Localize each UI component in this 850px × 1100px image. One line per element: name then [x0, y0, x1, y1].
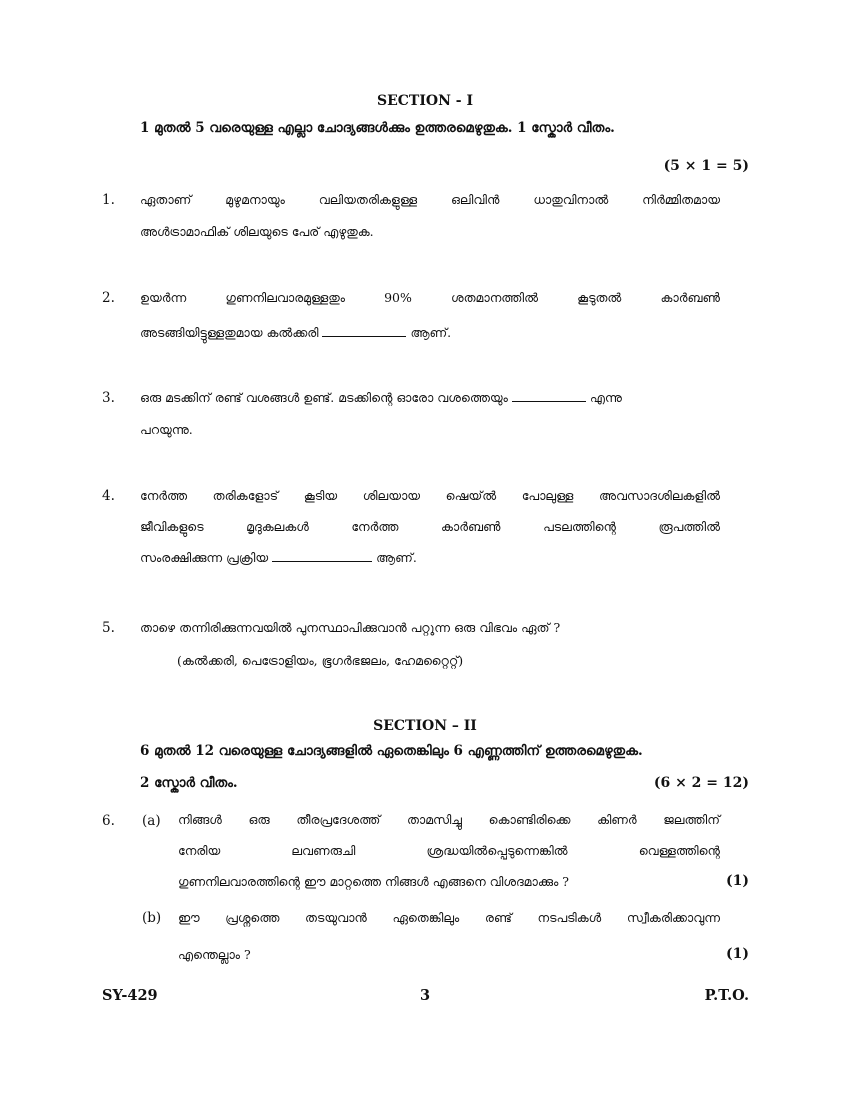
- question-number: 4.: [102, 488, 115, 504]
- question-number: 6.: [102, 813, 115, 829]
- question-2-text: അടങ്ങിയിട്ടുള്ളതുമായ കൽക്കരി: [140, 325, 319, 340]
- question-number: 1.: [102, 192, 115, 208]
- question-2-line-1: ഉയർന്ന ഗുണനിലവാരമുള്ളതും 90% ശതമാനത്തിൽ കൂടുതൽ കാർബൺ: [140, 290, 720, 305]
- question-6a-line-2: നേരിയ ലവണരുചി ശ്രദ്ധയിൽപ്പെടുന്നെങ്കിൽ വെള്ളത്തിന്റെ: [178, 843, 720, 858]
- question-3-line-1: [140, 382, 720, 414]
- question-6b-mark: (1): [726, 946, 749, 962]
- question-6b-line-1: ഈ പ്രശ്നത്തെ തടയുവാൻ ഏതെങ്കിലും രണ്ട് നടപടികൾ സ്വീകരിക്കാവുന്ന: [178, 910, 720, 925]
- question-4-line-2: ജീവികളുടെ മൃദുകലകൾ നേർത്ത കാർബൺ പടലത്തിന്റെ രൂപത്തിൽ: [140, 519, 720, 534]
- answer-blank: [322, 322, 406, 337]
- section-2-instruction-line-1: 6 മുതൽ 12 വരെയുള്ള ചോദ്യങ്ങളിൽ ഏതെങ്കിലും 6 എണ്ണത്തിന് ഉത്തരമെഴുതുക.: [140, 743, 643, 759]
- question-3-line-2: പറയുന്നു.: [140, 422, 193, 437]
- section-2-instruction-line-2: 2 സ്കോർ വീതം.: [140, 775, 238, 791]
- section-2-title: SECTION – II: [373, 718, 477, 734]
- question-number: 3.: [102, 390, 115, 406]
- question-number: 2.: [102, 290, 115, 306]
- page-number: 3: [419, 987, 431, 1004]
- question-4-text-end: ആണ്.: [376, 550, 417, 565]
- question-6a-mark: (1): [726, 873, 749, 889]
- sub-question-label: (b): [142, 910, 162, 926]
- question-6a-line-3: ഗുണനിലവാരത്തിന്റെ ഈ മാറ്റത്തെ നിങ്ങൾ എങ്ങനെ വിശദമാക്കും ?: [178, 874, 569, 889]
- question-5-options: (കൽക്കരി, പെട്രോളിയം, ഭൂഗർഭജലം, ഹേമറ്റൈറ്റ്): [177, 653, 464, 668]
- sub-question-label: (a): [142, 813, 161, 829]
- question-4-text: സംരക്ഷിക്കുന്ന പ്രക്രിയ: [140, 550, 269, 565]
- question-4-line-1: നേർത്ത തരികളോട് കൂടിയ ശിലയായ ഷെയ്ൽ പോലുള്ള അവസാദശിലകളിൽ: [140, 488, 720, 503]
- question-1-line-2: അൾട്രാമാഫിക് ശിലയുടെ പേര് എഴുതുക.: [140, 224, 374, 239]
- question-2-text-end: ആണ്.: [410, 325, 452, 340]
- question-1-line-1: ഏതാണ് മുഴുമനായും വലിയതരികളുള്ള ഒലിവിൻ ധാതുവിനാൽ നിർമ്മിതമായ: [140, 192, 720, 207]
- answer-blank: [272, 547, 372, 562]
- section-1-title: SECTION - I: [377, 93, 473, 109]
- question-3-text-end: എന്നു: [589, 390, 622, 405]
- section-1-marks: (5 × 1 = 5): [663, 158, 749, 174]
- question-6b-line-2: എന്തെല്ലാം ?: [178, 947, 251, 962]
- please-turn-over: P.T.O.: [704, 987, 749, 1004]
- question-5-line-1: താഴെ തന്നിരിക്കുന്നവയിൽ പുനസ്ഥാപിക്കുവാൻ പറ്റുന്ന ഒരു വിഭവം ഏത് ?: [140, 620, 561, 635]
- question-4-line-3: [140, 542, 720, 574]
- question-3-text: ഒരു മടക്കിന് രണ്ട് വശങ്ങൾ ഉണ്ട്. മടക്കിന്റെ ഓരോ വശത്തെയും: [140, 390, 508, 405]
- question-6a-line-1: നിങ്ങൾ ഒരു തീരപ്രദേശത്ത് താമസിച്ചു കൊണ്ടിരിക്കെ കിണർ ജലത്തിന്: [178, 812, 720, 827]
- answer-blank: [512, 387, 586, 402]
- question-number: 5.: [102, 620, 115, 636]
- question-2-line-2: [140, 317, 720, 349]
- section-1-instruction: 1 മുതൽ 5 വരെയുള്ള എല്ലാ ചോദ്യങ്ങൾക്കും ഉത്തരമെഴുതുക. 1 സ്കോർ വീതം.: [140, 120, 615, 136]
- paper-code: SY-429: [102, 987, 158, 1004]
- section-2-marks: (6 × 2 = 12): [653, 775, 749, 791]
